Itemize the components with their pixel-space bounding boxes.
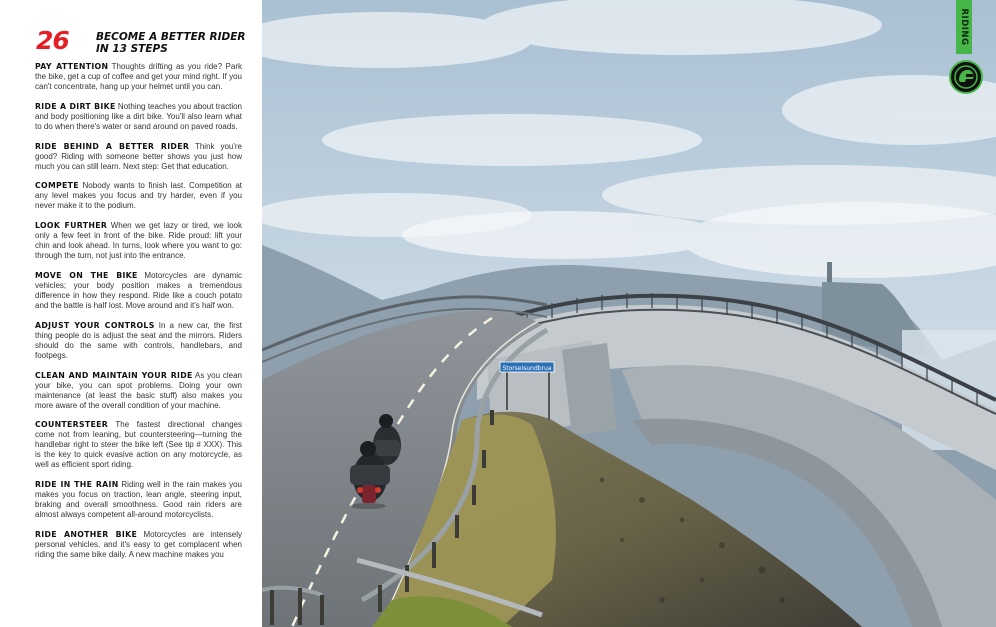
tip-item — [35, 142, 242, 172]
rider-helmet-icon — [949, 60, 983, 94]
road-sign-text: Storseisundbrua — [502, 365, 552, 372]
text-page — [0, 0, 262, 627]
tip-heading: COUNTERSTEER — [35, 420, 109, 430]
tip-heading: RIDE ANOTHER BIKE — [35, 529, 138, 539]
tip-body: When we get lazy or tired, we look only a few feet in front of the bike. Ride proud: lift your chin and look ahead. In turns, look where you want to go: through the turn, not just into the entrance. — [35, 221, 242, 261]
tip-heading: COMPETE — [35, 181, 79, 191]
tip-item — [35, 271, 242, 311]
bridge-photo — [262, 0, 996, 627]
tip-body: Motorcycles are intensely personal vehicles, and it's easy to get complacent when riding the same bike daily. A new machine makes you — [35, 529, 243, 559]
rider-helmet-glyph — [951, 62, 981, 92]
tip-body: Thoughts drifting as you ride? Park the bike, get a cup of coffee and get your mind right. If you can't concentrate, hang up your helmet until you can. — [35, 62, 242, 91]
tip-item — [35, 371, 242, 411]
tip-item — [35, 530, 242, 560]
bridge-road-illustration — [262, 0, 996, 627]
tip-heading: RIDE A DIRT BIKE — [35, 101, 116, 111]
tip-body: In a new car, the first thing people do is adjust the seat and the mirrors. Riders should do the same with controls, handlebars, and footpegs. — [35, 320, 243, 360]
headline-number: 26 — [36, 26, 69, 55]
tip-body: Nobody wants to finish last. Competition at any level makes you focus and try harder, even if you never make it to the podium. — [35, 181, 242, 211]
tip-item — [35, 181, 242, 211]
article-headline — [36, 26, 258, 58]
section-tab — [956, 0, 972, 54]
tip-heading: ADJUST YOUR CONTROLS — [35, 320, 155, 330]
tip-item — [35, 480, 242, 520]
tip-body: Riding well in the rain makes you makes you focus on traction, lean angle, steering input, braking and overall smoothness. Good rain riders are almost always competent all-around motorcyclists. — [35, 480, 242, 520]
watch-tower — [827, 262, 832, 282]
tip-item — [35, 321, 242, 361]
tip-heading: LOOK FURTHER — [35, 221, 108, 231]
tip-body: Think you're good? Riding with someone better shows you just how much you can still learn. Next step: Get that education. — [35, 141, 243, 171]
tips-list — [35, 62, 242, 570]
headline-title: BECOME A BETTER RIDER IN 13 STEPS — [96, 31, 246, 55]
tip-item — [35, 62, 242, 92]
tip-heading: RIDE IN THE RAIN — [35, 480, 119, 490]
tip-heading: CLEAN AND MAINTAIN YOUR RIDE — [35, 370, 193, 380]
section-label: RIDING — [959, 8, 969, 46]
tip-body: Motorcycles are dynamic vehicles; your body position makes a tremendous difference in how they respond. Ride like a couch potato and the battle is half lost. Move around and it's half won. — [35, 270, 242, 310]
tip-body: As you clean your bike, you can spot problems. Doing your own maintenance (at least the basic stuff) also makes you more aware of the overall condition of your machine. — [35, 370, 242, 410]
tip-heading: RIDE BEHIND A BETTER RIDER — [35, 141, 190, 151]
tip-body: The fastest directional changes come not from leaning, but countersteering—turning the handlebar right to steer the bike left (See tip # XXX). This is the key to quick evasive action on any motorcycle, as well as efficient sport riding. — [35, 420, 243, 470]
tip-item — [35, 420, 242, 470]
tip-item — [35, 102, 242, 132]
tip-heading: PAY ATTENTION — [35, 62, 109, 71]
tip-body: Nothing teaches you about traction and body positioning like a dirt bike. You'll also learn what to do when there's water or sand around on paved roads. — [35, 101, 242, 131]
tip-heading: MOVE ON THE BIKE — [35, 270, 138, 280]
tip-item — [35, 221, 242, 261]
